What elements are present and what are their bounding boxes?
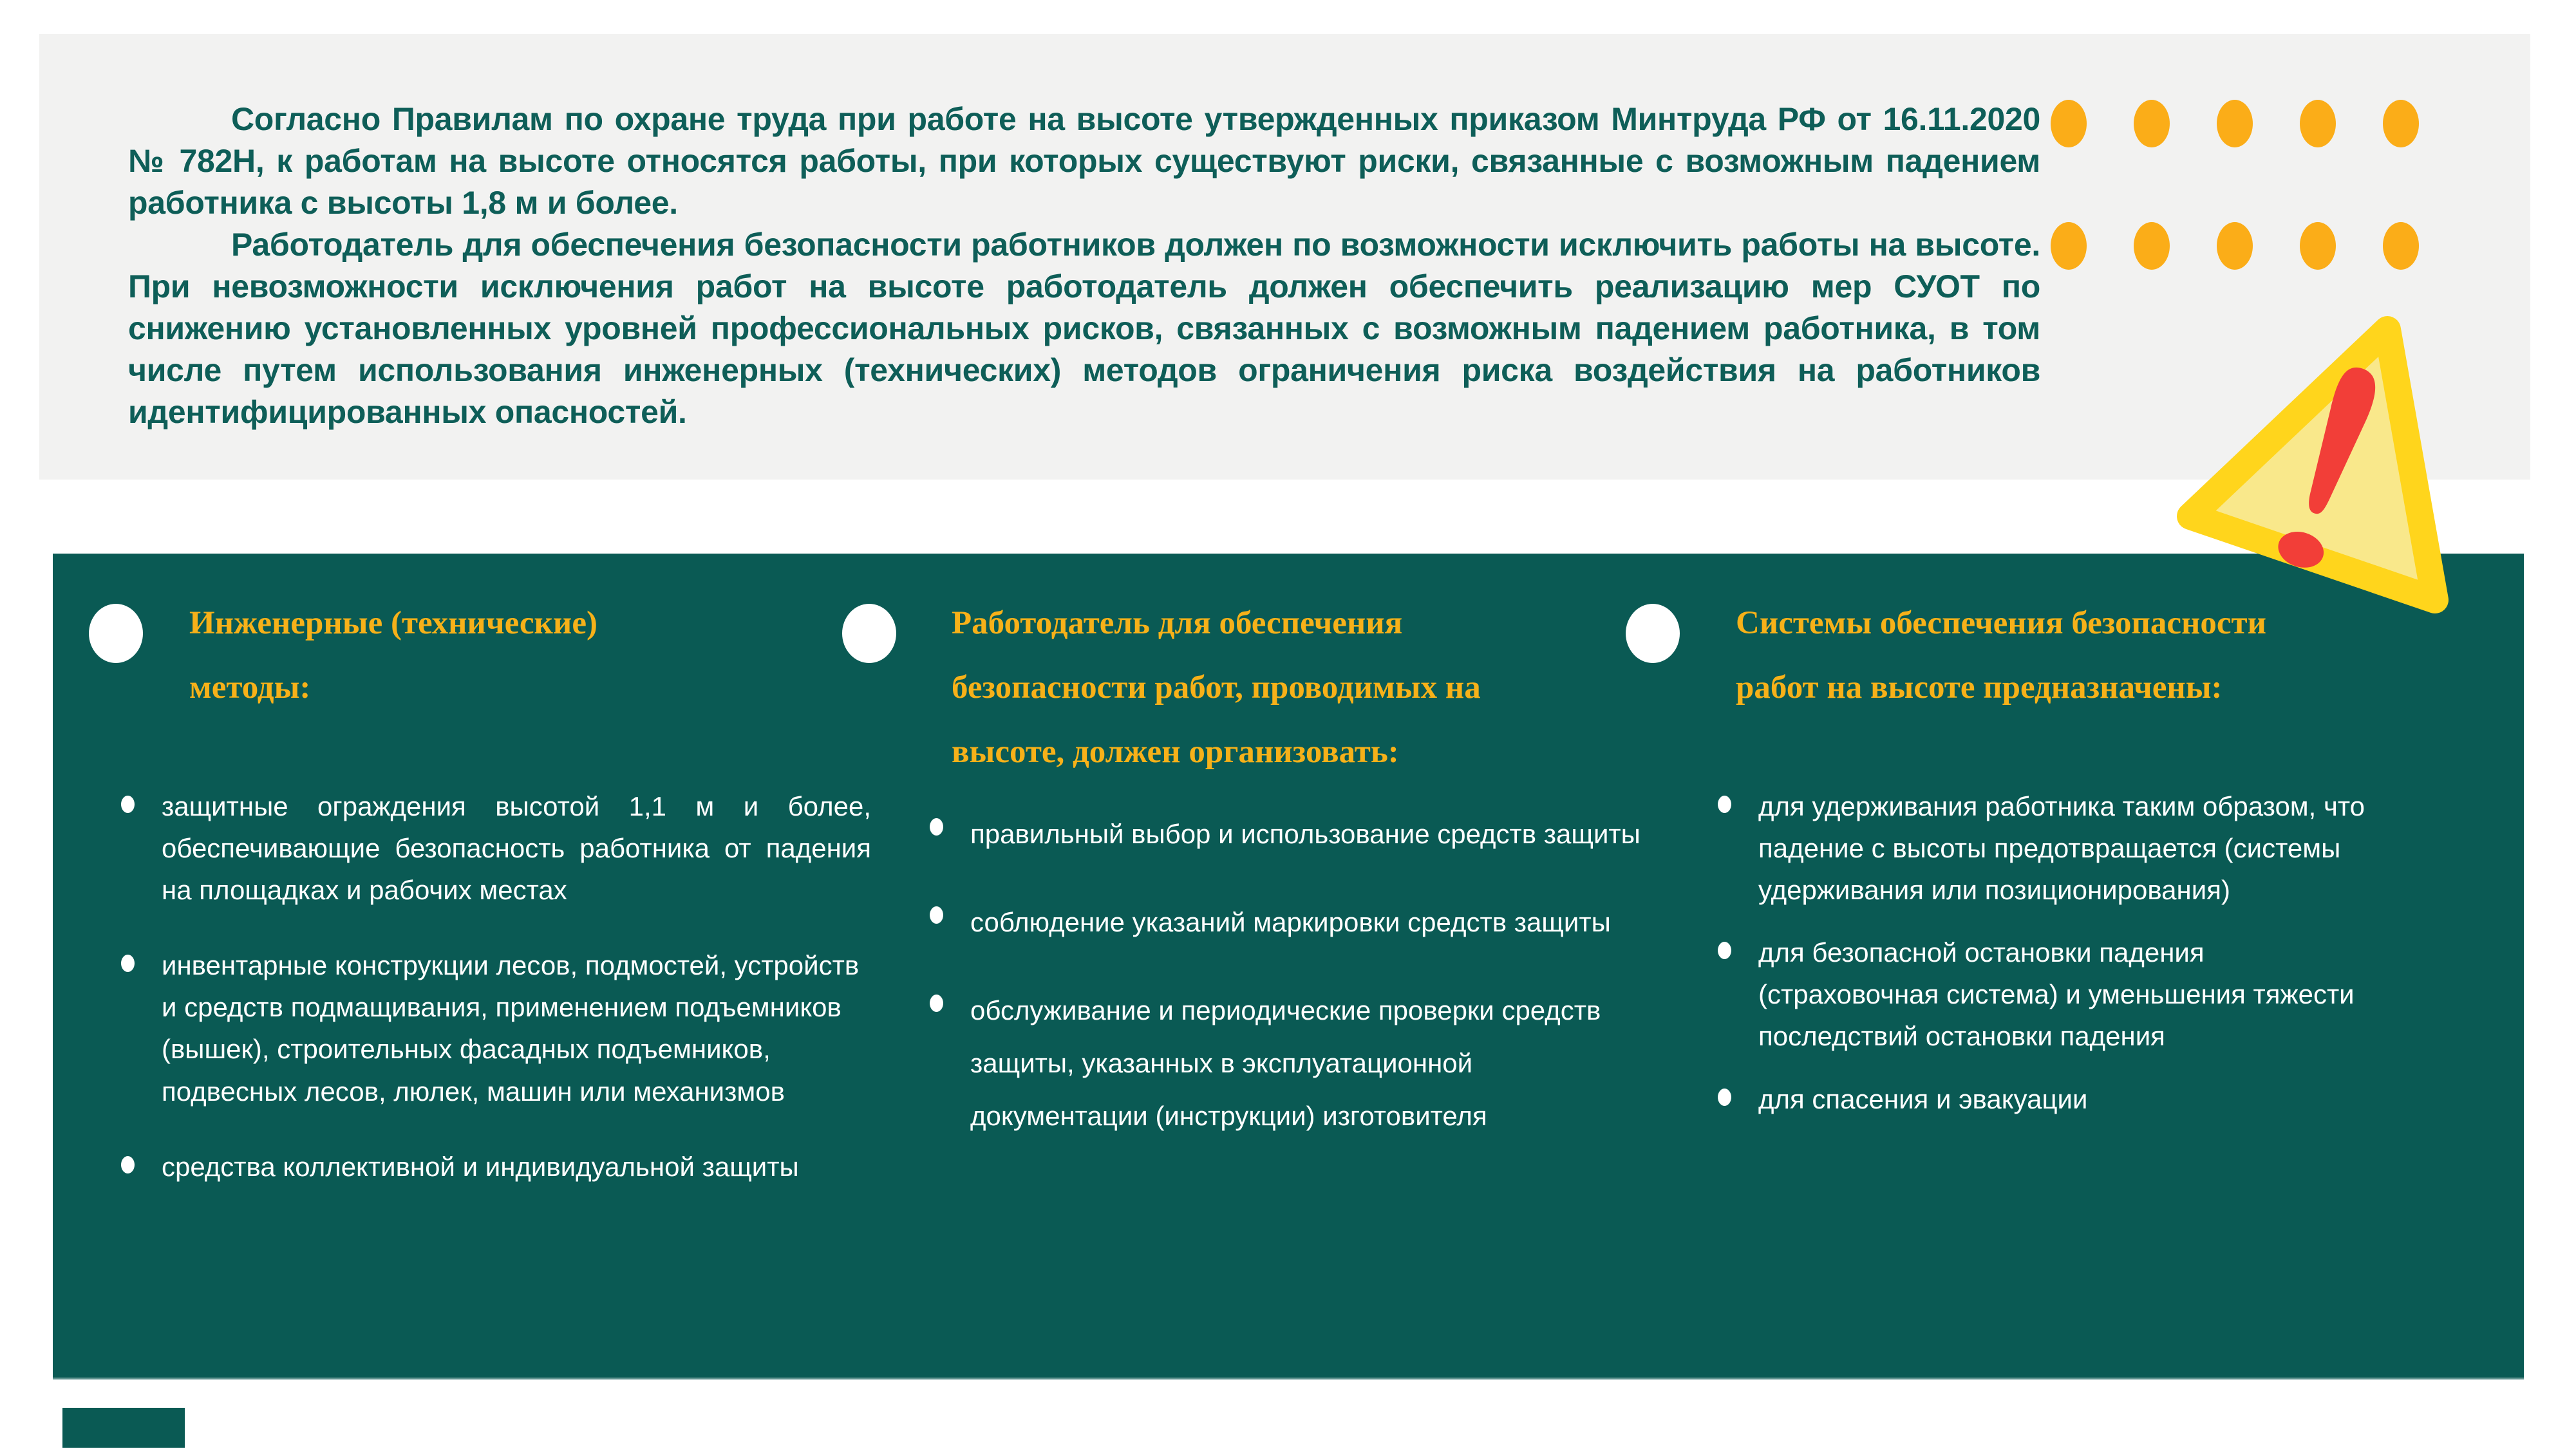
list-item (930, 896, 1641, 949)
list-item (930, 808, 1641, 861)
bullet-list (1718, 785, 2374, 1141)
accent-dot-icon (2134, 100, 2170, 147)
accent-dot-icon (2051, 100, 2087, 147)
footer-accent-bar (62, 1408, 185, 1448)
intro-paragraph-2: Работодатель для обеспечения безопасности работников должен по возможности исключить работы на высоте. При невозможности исключения работ на высоте работодатель должен обеспечить реализацию мер СУОТ по снижению установленных уровней профессиональных рисков, связанных с возможным падением работника, в том числе путем использования инженерных (технических) методов ограничения риска воздействия на работников идентифицированных опасностей. (128, 227, 2040, 430)
accent-dot-grid (2051, 100, 2437, 293)
accent-dot-icon (2300, 222, 2336, 270)
column-heading: Инженерные (технические) методы: (189, 605, 597, 706)
list-item (1718, 785, 2374, 911)
accent-dot-icon (2383, 100, 2419, 147)
list-item (121, 1146, 871, 1188)
bullet-text: соблюдение указаний маркировки средств защиты (970, 906, 1611, 937)
bullet-dot-icon (1718, 1089, 1731, 1106)
intro-paragraph-1: Согласно Правилам по охране труда при работе на высоте утвержденных приказом Минтруда РФ от 16.11.2020 № 782Н, к работам на высоте относятся работы, при которых существуют риски, связанные с возможным падением работника с высоты 1,8 м и более. (128, 101, 2040, 221)
bullet-list (121, 785, 871, 1221)
list-item (930, 984, 1641, 1143)
bullet-text: правильный выбор и использование средств защиты (970, 819, 1641, 849)
list-item (1718, 1078, 2374, 1120)
content-panel (53, 554, 2524, 1379)
bullet-dot-icon (121, 796, 135, 813)
bullet-dot-icon (1718, 942, 1731, 959)
bullet-text: для спасения и эвакуации (1758, 1083, 2088, 1114)
column-heading: Системы обеспечения безопасности работ на высоте предназначены: (1736, 605, 2266, 706)
bullet-text: средства коллективной и индивидуальной защиты (162, 1151, 799, 1182)
bullet-dot-icon (121, 1156, 135, 1173)
column-marker-circle-icon (1626, 604, 1680, 663)
bullet-text: обслуживание и периодические проверки средств защиты, указанных в эксплуатационной документации (инструкции) изготовителя (970, 995, 1601, 1131)
accent-dot-icon (2134, 222, 2170, 270)
list-item (1718, 931, 2374, 1057)
bullet-dot-icon (121, 955, 135, 972)
bullet-list (930, 808, 1641, 1177)
intro-text-block (128, 98, 2040, 433)
warning-triangle-icon (2157, 303, 2492, 663)
bullet-text: для удерживания работника таким образом, что падение с высоты предотвращается (системы удерживания или позиционирования) (1758, 791, 2365, 906)
column-heading: Работодатель для обеспечения безопасности работ, проводимых на высоте, должен организовать: (952, 605, 1481, 770)
accent-dot-icon (2300, 100, 2336, 147)
bullet-dot-icon (930, 906, 943, 924)
bullet-text: инвентарные конструкции лесов, подмостей, устройств и средств подмащивания, применением подъемников (вышек), строительных фасадных подъемников, подвесных лесов, люлек, машин или механизмов (162, 950, 860, 1107)
list-item (121, 785, 871, 911)
bullet-dot-icon (930, 818, 943, 836)
accent-dot-icon (2383, 222, 2419, 270)
bullet-text: для безопасной остановки падения (страховочная система) и уменьшения тяжести последствий остановки падения (1758, 937, 2355, 1052)
bullet-dot-icon (1718, 796, 1731, 813)
column-marker-circle-icon (89, 604, 143, 663)
list-item (121, 944, 871, 1112)
column-marker-circle-icon (842, 604, 896, 663)
accent-dot-icon (2217, 100, 2253, 147)
accent-dot-icon (2051, 222, 2087, 270)
bullet-dot-icon (930, 995, 943, 1012)
accent-dot-icon (2217, 222, 2253, 270)
bullet-text: защитные ограждения высотой 1,1 м и более, обеспечивающие безопасность работника от падения на площадках и рабочих местах (162, 791, 871, 906)
